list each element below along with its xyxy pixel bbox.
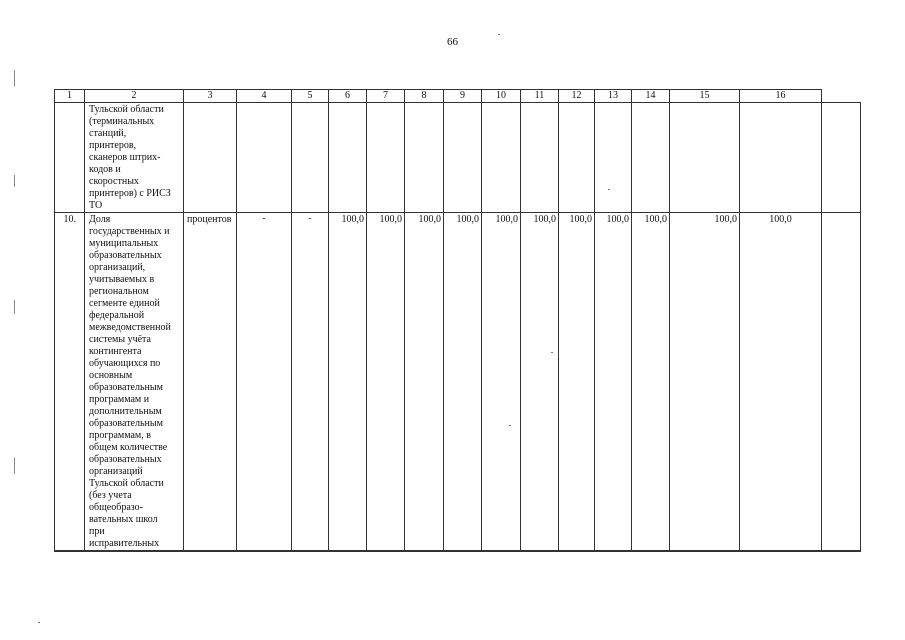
table-row bbox=[55, 103, 861, 213]
value-cell bbox=[367, 103, 405, 213]
column-header: 7 bbox=[367, 90, 405, 103]
column-header: 12 bbox=[559, 90, 595, 103]
column-header: 2 bbox=[85, 90, 184, 103]
value-cell bbox=[444, 103, 482, 213]
value-cell bbox=[237, 103, 292, 213]
column-header: 5 bbox=[292, 90, 329, 103]
value-cell: 100,0 bbox=[482, 213, 521, 552]
row-number bbox=[55, 103, 85, 213]
value-cell: 100,0 bbox=[670, 213, 740, 552]
value-cell: - bbox=[237, 213, 292, 552]
value-cell: 100,0 bbox=[632, 213, 670, 552]
indicator-name: Тульской области (терминальных станций, принтеров, сканеров штрих- кодов и скоростных принтеров) с РИСЗ ТО bbox=[85, 103, 184, 213]
value-cell bbox=[595, 103, 632, 213]
page-number: 66 bbox=[447, 36, 458, 48]
column-header: 16 bbox=[740, 90, 822, 103]
value-cell: - bbox=[292, 213, 329, 552]
indicator-table bbox=[54, 89, 861, 552]
scan-artifact bbox=[14, 458, 15, 474]
column-header: 8 bbox=[405, 90, 444, 103]
note-cell bbox=[822, 213, 861, 552]
table-row bbox=[55, 213, 861, 552]
value-cell bbox=[405, 103, 444, 213]
value-cell: 100,0 bbox=[740, 213, 822, 552]
scan-artifact bbox=[14, 70, 15, 86]
scan-artifact bbox=[14, 175, 15, 187]
value-cell bbox=[521, 103, 559, 213]
column-header: 14 bbox=[632, 90, 670, 103]
value-cell: 100,0 bbox=[405, 213, 444, 552]
note-cell bbox=[822, 103, 861, 213]
scan-artifact bbox=[38, 622, 40, 623]
column-header: 13 bbox=[595, 90, 632, 103]
value-cell: 100,0 bbox=[595, 213, 632, 552]
value-cell: 100,0 bbox=[521, 213, 559, 552]
value-cell bbox=[559, 103, 595, 213]
value-cell: 100,0 bbox=[367, 213, 405, 552]
column-header: 15 bbox=[670, 90, 740, 103]
value-cell bbox=[482, 103, 521, 213]
unit-cell: процентов bbox=[184, 213, 237, 552]
row-number: 10. bbox=[55, 213, 85, 552]
value-cell: 100,0 bbox=[329, 213, 367, 552]
unit-cell bbox=[184, 103, 237, 213]
column-number-row bbox=[55, 90, 861, 103]
value-cell bbox=[740, 103, 822, 213]
column-header: 4 bbox=[237, 90, 292, 103]
value-cell bbox=[632, 103, 670, 213]
column-header: 9 bbox=[444, 90, 482, 103]
column-header: 10 bbox=[482, 90, 521, 103]
value-cell bbox=[670, 103, 740, 213]
value-cell: 100,0 bbox=[559, 213, 595, 552]
column-header: 6 bbox=[329, 90, 367, 103]
column-header: 11 bbox=[521, 90, 559, 103]
value-cell: 100,0 bbox=[444, 213, 482, 552]
scan-artifact bbox=[14, 300, 15, 314]
indicator-name: Доля государственных и муниципальных образовательных организаций, учитываемых в региональном сегменте единой федеральной межведомственной системы учёта контингента обучающихся по основным образовательным программам и дополнительным образовательным программам, в общем количестве образовательных организаций Тульской области (без учета общеобразо- вательных школ при исправительных bbox=[85, 213, 184, 552]
value-cell bbox=[292, 103, 329, 213]
scan-artifact bbox=[498, 34, 500, 35]
column-header: 3 bbox=[184, 90, 237, 103]
column-header: 1 bbox=[55, 90, 85, 103]
value-cell bbox=[329, 103, 367, 213]
